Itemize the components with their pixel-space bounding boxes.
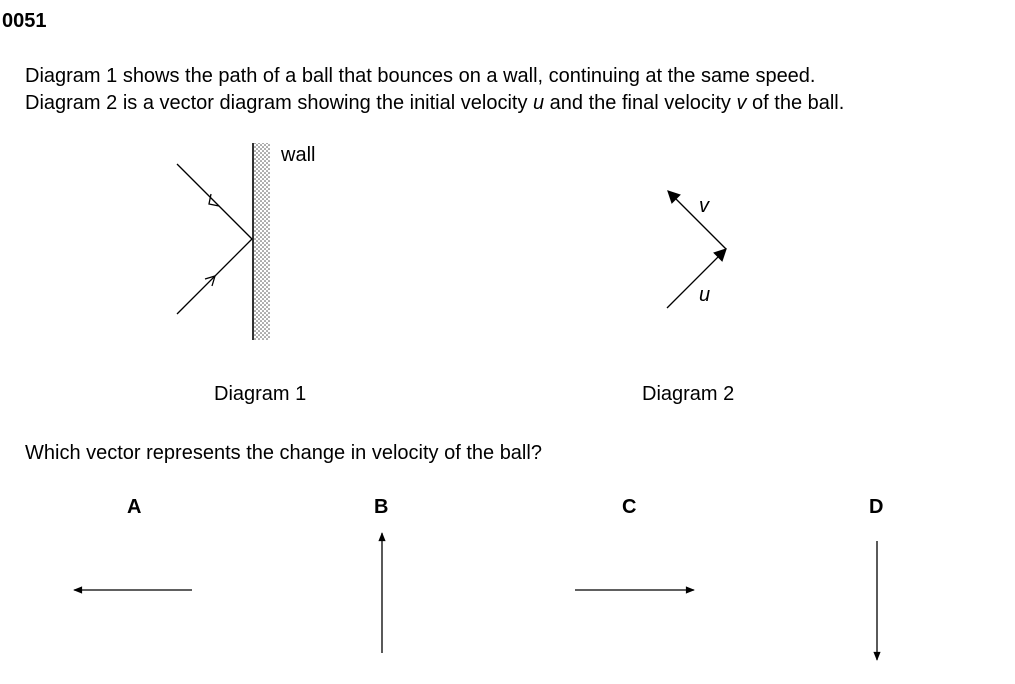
intro-u-symbol: u (533, 92, 545, 114)
diagram-2-caption: Diagram 2 (642, 383, 735, 405)
intro-line-2-part-1: Diagram 2 is a vector diagram showing the initial velocity (25, 92, 533, 114)
question-number: 0051 (2, 10, 47, 32)
question-text: Which vector represents the change in velocity of the ball? (25, 442, 542, 464)
wall-label: wall (281, 144, 316, 166)
diagram-1-caption: Diagram 1 (214, 383, 307, 405)
vector-diagram (667, 191, 726, 308)
wall (253, 143, 270, 340)
vector-u (667, 249, 726, 308)
vector-v (668, 191, 726, 249)
intro-line-1-text: Diagram 1 shows the path of a ball that bounces on a wall, continuing at the same speed. (25, 65, 816, 87)
intro-v-symbol: v (736, 92, 747, 114)
vector-v-label: v (699, 195, 709, 217)
intro-line-2-part-3: and the final velocity (544, 92, 737, 114)
option-b-label: B (374, 496, 389, 518)
vector-u-label: u (699, 284, 711, 306)
option-a-label: A (127, 496, 142, 518)
option-c-label: C (622, 496, 637, 518)
option-d-label: D (869, 496, 884, 518)
ball-path (177, 164, 252, 314)
outgoing-path (177, 164, 252, 239)
intro-line-2-part-5: of the ball. (746, 92, 845, 114)
